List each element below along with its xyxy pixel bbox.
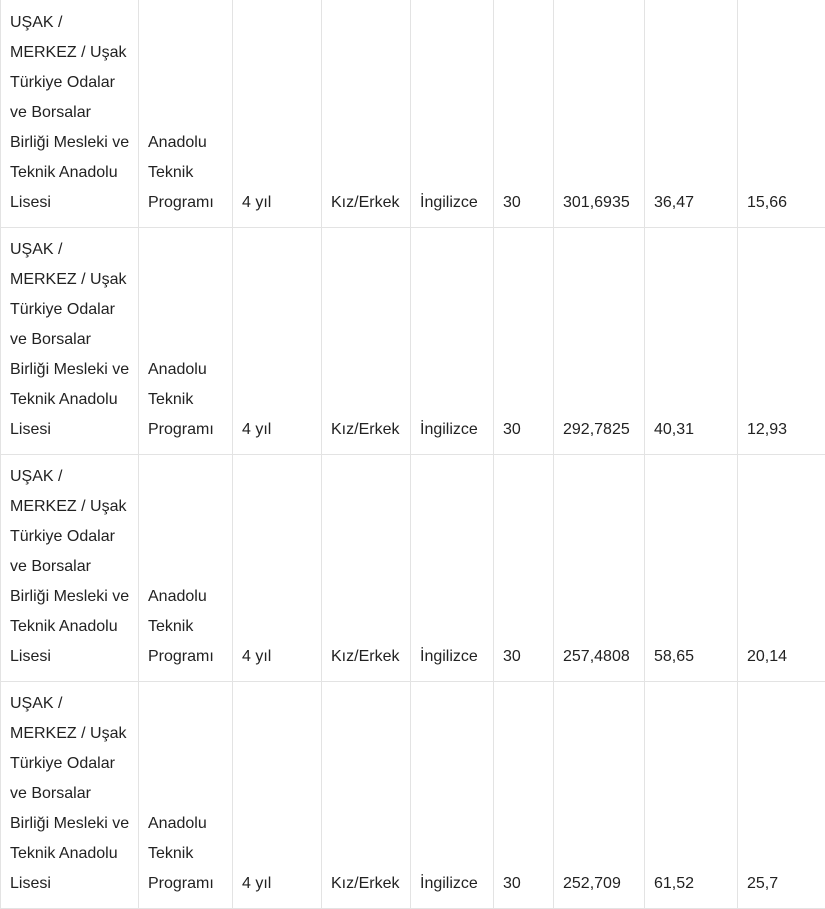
percentile-cell: 58,65: [645, 454, 738, 681]
percentile-cell: 40,31: [645, 227, 738, 454]
percentile-cell: 25,7: [738, 681, 825, 908]
table-row: [1, 681, 825, 908]
duration-cell: 4 yıl: [233, 454, 322, 681]
gender-cell: Kız/Erkek: [322, 681, 411, 908]
school-name-cell: UŞAK / MERKEZ / Uşak Türkiye Odalar ve Borsalar Birliği Mesleki ve Teknik Anadolu Lisesi: [1, 0, 139, 227]
gender-cell: Kız/Erkek: [322, 0, 411, 227]
quota-cell: 30: [494, 454, 554, 681]
language-cell: İngilizce: [411, 681, 494, 908]
percentile-cell: 36,47: [645, 0, 738, 227]
percentile-cell: 15,66: [738, 0, 825, 227]
score-cell: 257,4808: [554, 454, 645, 681]
school-name-cell: UŞAK / MERKEZ / Uşak Türkiye Odalar ve Borsalar Birliği Mesleki ve Teknik Anadolu Lisesi: [1, 681, 139, 908]
program-cell: Anadolu Teknik Programı: [139, 227, 233, 454]
language-cell: İngilizce: [411, 454, 494, 681]
table-row: [1, 454, 825, 681]
school-name-cell: UŞAK / MERKEZ / Uşak Türkiye Odalar ve Borsalar Birliği Mesleki ve Teknik Anadolu Lisesi: [1, 454, 139, 681]
school-name-cell: UŞAK / MERKEZ / Uşak Türkiye Odalar ve Borsalar Birliği Mesleki ve Teknik Anadolu Lisesi: [1, 227, 139, 454]
score-cell: 301,6935: [554, 0, 645, 227]
program-cell: Anadolu Teknik Programı: [139, 0, 233, 227]
language-cell: İngilizce: [411, 227, 494, 454]
percentile-cell: 12,93: [738, 227, 825, 454]
gender-cell: Kız/Erkek: [322, 227, 411, 454]
duration-cell: 4 yıl: [233, 227, 322, 454]
duration-cell: 4 yıl: [233, 681, 322, 908]
gender-cell: Kız/Erkek: [322, 454, 411, 681]
score-cell: 292,7825: [554, 227, 645, 454]
table-row: [1, 227, 825, 454]
program-cell: Anadolu Teknik Programı: [139, 681, 233, 908]
quota-cell: 30: [494, 681, 554, 908]
percentile-cell: 61,52: [645, 681, 738, 908]
program-cell: Anadolu Teknik Programı: [139, 454, 233, 681]
quota-cell: 30: [494, 227, 554, 454]
quota-cell: 30: [494, 0, 554, 227]
duration-cell: 4 yıl: [233, 0, 322, 227]
table-row: [1, 0, 825, 227]
score-cell: 252,709: [554, 681, 645, 908]
language-cell: İngilizce: [411, 0, 494, 227]
percentile-cell: 20,14: [738, 454, 825, 681]
